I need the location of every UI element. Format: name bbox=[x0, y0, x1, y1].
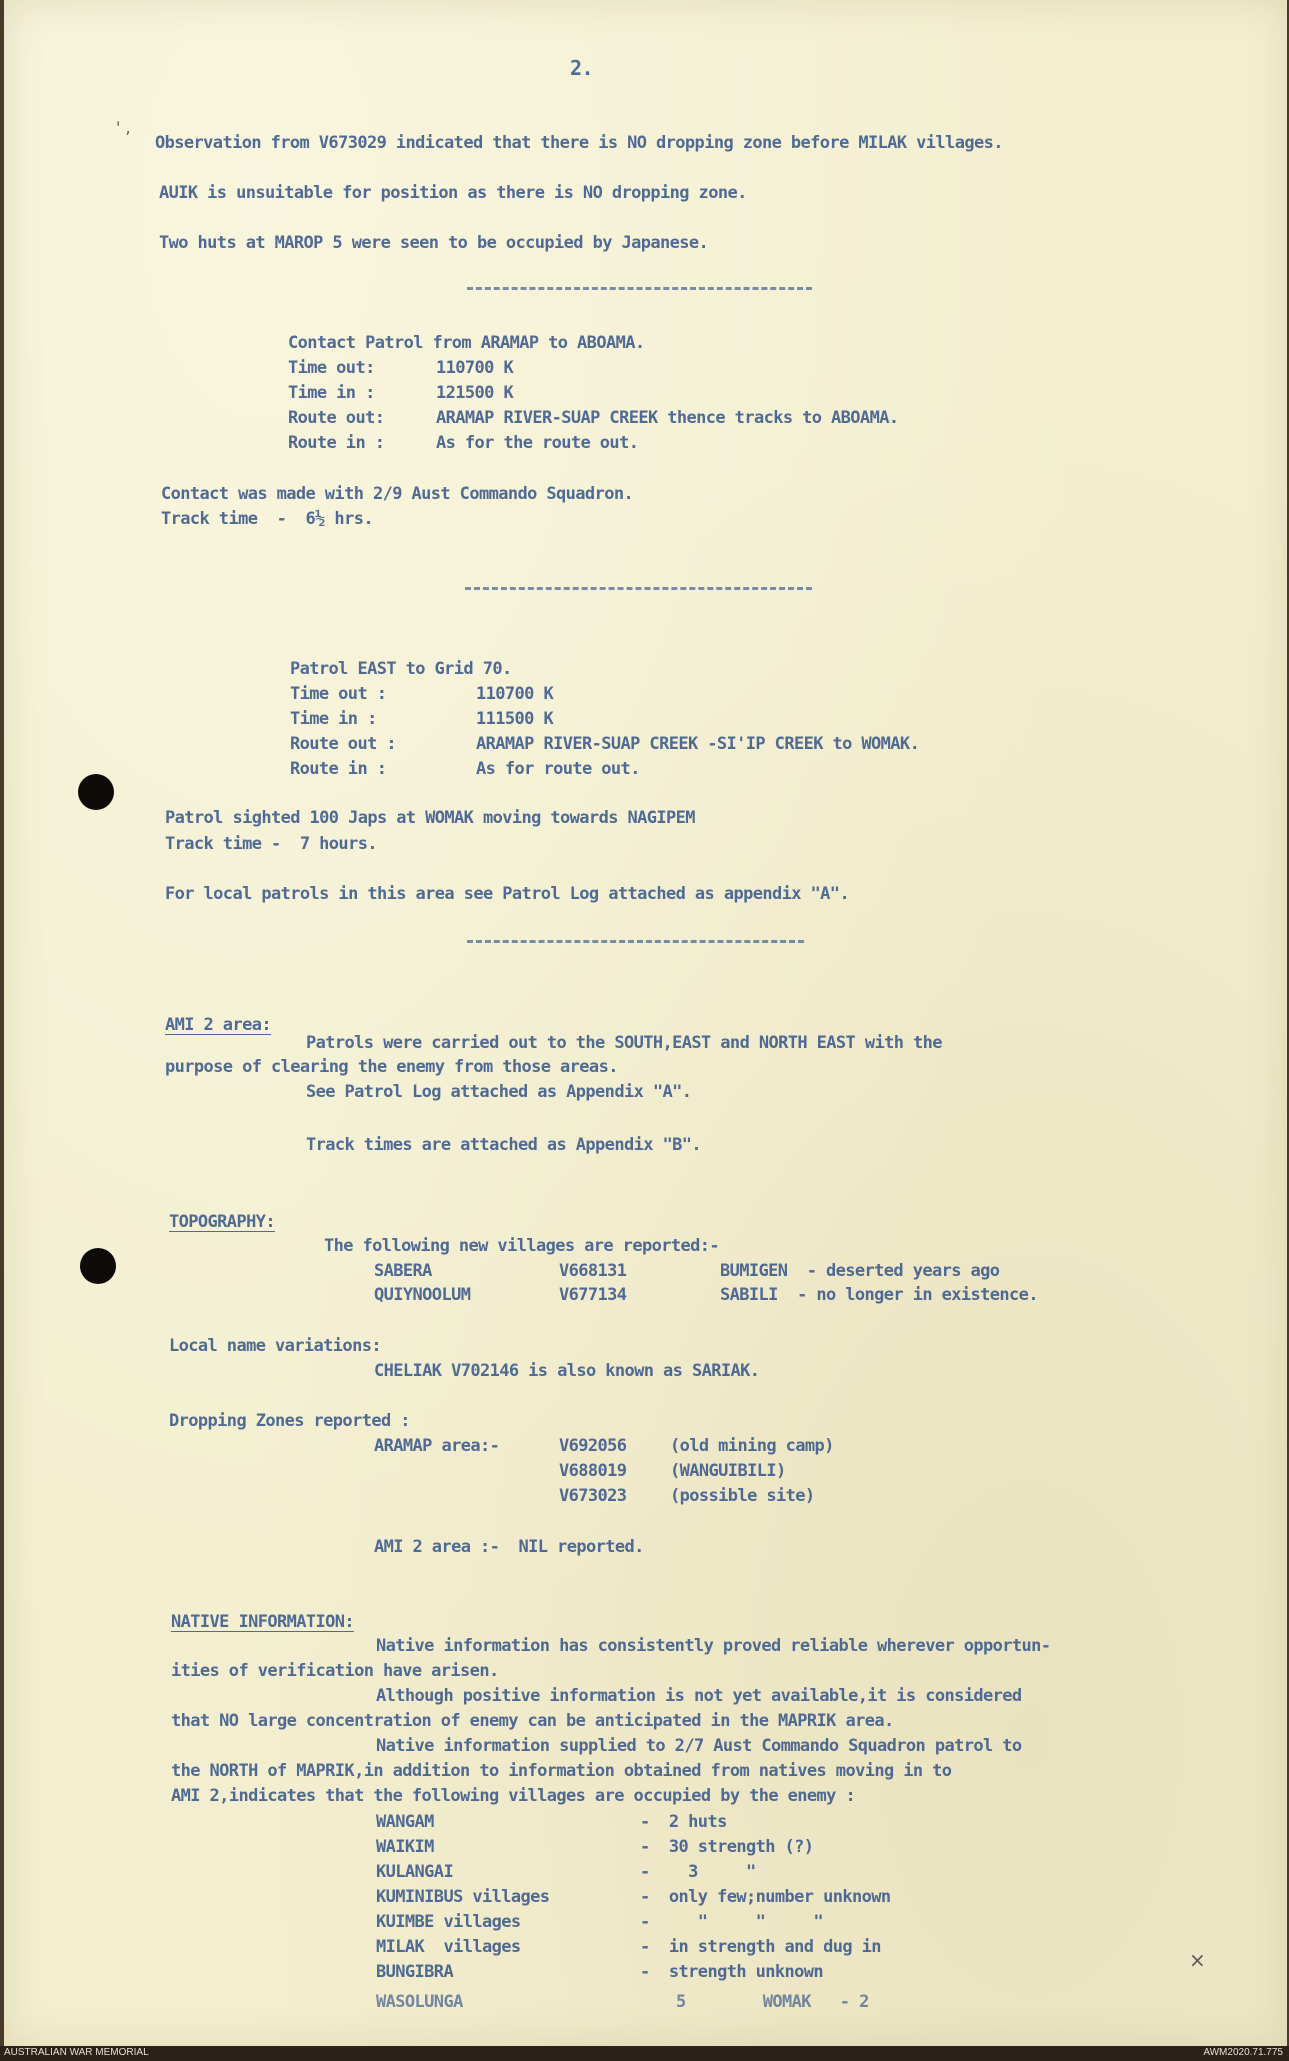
auik-line: AUIK is unsuitable for position as there is NO dropping zone. bbox=[159, 183, 747, 203]
name-variations-label: Local name variations: bbox=[169, 1336, 381, 1356]
occupied-village-info: - 3 " bbox=[640, 1862, 756, 1882]
east-time-in-label: Time in : bbox=[290, 709, 377, 729]
native-line: Although positive information is not yet available,it is considered bbox=[376, 1686, 1022, 1706]
native-line: the NORTH of MAPRIK,in addition to information obtained from natives moving in to bbox=[171, 1761, 952, 1781]
ami2-line-1: Patrols were carried out to the SOUTH,EAST and NORTH EAST with the bbox=[306, 1033, 942, 1053]
occupied-village-name: MILAK villages bbox=[376, 1937, 521, 1957]
occupied-village-info: - 2 huts bbox=[640, 1812, 727, 1832]
native-line: ities of verification have arisen. bbox=[171, 1661, 499, 1681]
occupied-village-info: - 30 strength (?) bbox=[640, 1837, 814, 1857]
observation-line: Observation from V673029 indicated that there is NO dropping zone before MILAK villages. bbox=[155, 133, 1003, 153]
zone-grid: V688019 bbox=[559, 1461, 627, 1481]
footer-reference: AWM2020.71.775 bbox=[1203, 2047, 1283, 2058]
east-route-out-value: ARAMAP RIVER-SUAP CREEK -SI'IP CREEK to WOMAK. bbox=[476, 734, 920, 754]
document-page bbox=[4, 0, 1287, 2046]
contact-route-in-label: Route in : bbox=[288, 433, 385, 453]
occupied-village-name: KULANGAI bbox=[376, 1862, 454, 1882]
contact-time-out-label: Time out: bbox=[288, 358, 375, 378]
punch-hole-top bbox=[78, 774, 114, 810]
contact-time-in-value: 121500 K bbox=[436, 383, 514, 403]
ami2-line-3: See Patrol Log attached as Appendix "A". bbox=[306, 1082, 692, 1102]
native-line: that NO large concentration of enemy can be anticipated in the MAPRIK area. bbox=[171, 1711, 894, 1731]
contact-route-out-value: ARAMAP RIVER-SUAP CREEK thence tracks to ABOAMA. bbox=[436, 408, 899, 428]
east-route-in-value: As for route out. bbox=[476, 759, 640, 779]
zone-note: (possible site) bbox=[670, 1486, 815, 1506]
east-time-out-label: Time out : bbox=[290, 684, 387, 704]
occupied-village-info: - strength unknown bbox=[640, 1962, 824, 1982]
occupied-village-name: BUNGIBRA bbox=[376, 1962, 454, 1982]
occupied-village-name: WASOLUNGA bbox=[376, 1992, 463, 2012]
native-line: Native information supplied to 2/7 Aust Commando Squadron patrol to bbox=[376, 1736, 1022, 1756]
punch-hole-bottom bbox=[80, 1248, 116, 1284]
topography-intro: The following new villages are reported:- bbox=[324, 1236, 720, 1256]
occupied-village-name: KUIMBE villages bbox=[376, 1912, 521, 1932]
dropping-zones-label: Dropping Zones reported : bbox=[169, 1411, 410, 1431]
ami2-line-4: Track times are attached as Appendix "B". bbox=[306, 1135, 702, 1155]
village-name: QUIYNOOLUM bbox=[374, 1285, 471, 1305]
east-time-out-value: 110700 K bbox=[476, 684, 554, 704]
name-variation: CHELIAK V702146 is also known as SARIAK. bbox=[374, 1361, 760, 1381]
topography-heading: TOPOGRAPHY: bbox=[169, 1212, 275, 1232]
section-divider bbox=[465, 587, 812, 590]
village-other: BUMIGEN - deserted years ago bbox=[720, 1261, 1000, 1281]
east-route-out-label: Route out : bbox=[290, 734, 396, 754]
zone-grid: V692056 bbox=[559, 1436, 627, 1456]
contact-time-out-value: 110700 K bbox=[436, 358, 514, 378]
native-information-heading: NATIVE INFORMATION: bbox=[171, 1612, 355, 1632]
occupied-village-name: WAIKIM bbox=[376, 1837, 434, 1857]
archive-footer bbox=[0, 2046, 1289, 2061]
village-grid: V677134 bbox=[559, 1285, 627, 1305]
native-line: Native information has consistently proved reliable wherever opportun- bbox=[376, 1636, 1051, 1656]
contact-time-in-label: Time in : bbox=[288, 383, 375, 403]
village-name: SABERA bbox=[374, 1261, 432, 1281]
local-patrols-line: For local patrols in this area see Patrol Log attached as appendix "A". bbox=[165, 884, 850, 904]
cross-mark: × bbox=[1189, 1948, 1206, 1972]
east-time-in-value: 111500 K bbox=[476, 709, 554, 729]
occupied-village-name: WANGAM bbox=[376, 1812, 434, 1832]
zone-note: (old mining camp) bbox=[670, 1436, 834, 1456]
zone-note: (WANGUIBILI) bbox=[670, 1461, 786, 1481]
native-line: AMI 2,indicates that the following villages are occupied by the enemy : bbox=[171, 1786, 856, 1806]
east-patrol-title: Patrol EAST to Grid 70. bbox=[290, 659, 512, 679]
zone-grid: V673023 bbox=[559, 1486, 627, 1506]
footer-institution: AUSTRALIAN WAR MEMORIAL bbox=[4, 2047, 149, 2058]
contact-route-out-label: Route out: bbox=[288, 408, 385, 428]
occupied-village-info: - only few;number unknown bbox=[640, 1887, 891, 1907]
marop-line: Two huts at MAROP 5 were seen to be occupied by Japanese. bbox=[159, 233, 709, 253]
contact-track-time: Track time - 6½ hrs. bbox=[161, 509, 373, 529]
east-sighted-line: Patrol sighted 100 Japs at WOMAK moving towards NAGIPEM bbox=[165, 808, 695, 828]
occupied-village-name: KUMINIBUS villages bbox=[376, 1887, 550, 1907]
east-route-in-label: Route in : bbox=[290, 759, 387, 779]
ami2-line-2: purpose of clearing the enemy from those areas. bbox=[165, 1057, 618, 1077]
occupied-village-info: - in strength and dug in bbox=[640, 1937, 881, 1957]
contact-made-line: Contact was made with 2/9 Aust Commando Squadron. bbox=[161, 484, 634, 504]
contact-route-in-value: As for the route out. bbox=[436, 433, 639, 453]
village-grid: V668131 bbox=[559, 1261, 627, 1281]
village-other: SABILI - no longer in existence. bbox=[720, 1285, 1038, 1305]
occupied-village-info: - " " " bbox=[640, 1912, 824, 1932]
section-divider bbox=[467, 287, 812, 290]
ami2-heading: AMI 2 area: bbox=[165, 1015, 271, 1035]
contact-patrol-title: Contact Patrol from ARAMAP to ABOAMA. bbox=[288, 333, 645, 353]
margin-tick: ' , bbox=[116, 118, 131, 137]
page-number: 2. bbox=[570, 56, 593, 80]
east-track-time: Track time - 7 hours. bbox=[165, 834, 377, 854]
ami2-area-line: AMI 2 area :- NIL reported. bbox=[374, 1537, 644, 1557]
aramap-area-label: ARAMAP area:- bbox=[374, 1436, 500, 1456]
occupied-village-info: 5 WOMAK - 2 bbox=[676, 1992, 869, 2012]
section-divider bbox=[467, 940, 804, 943]
